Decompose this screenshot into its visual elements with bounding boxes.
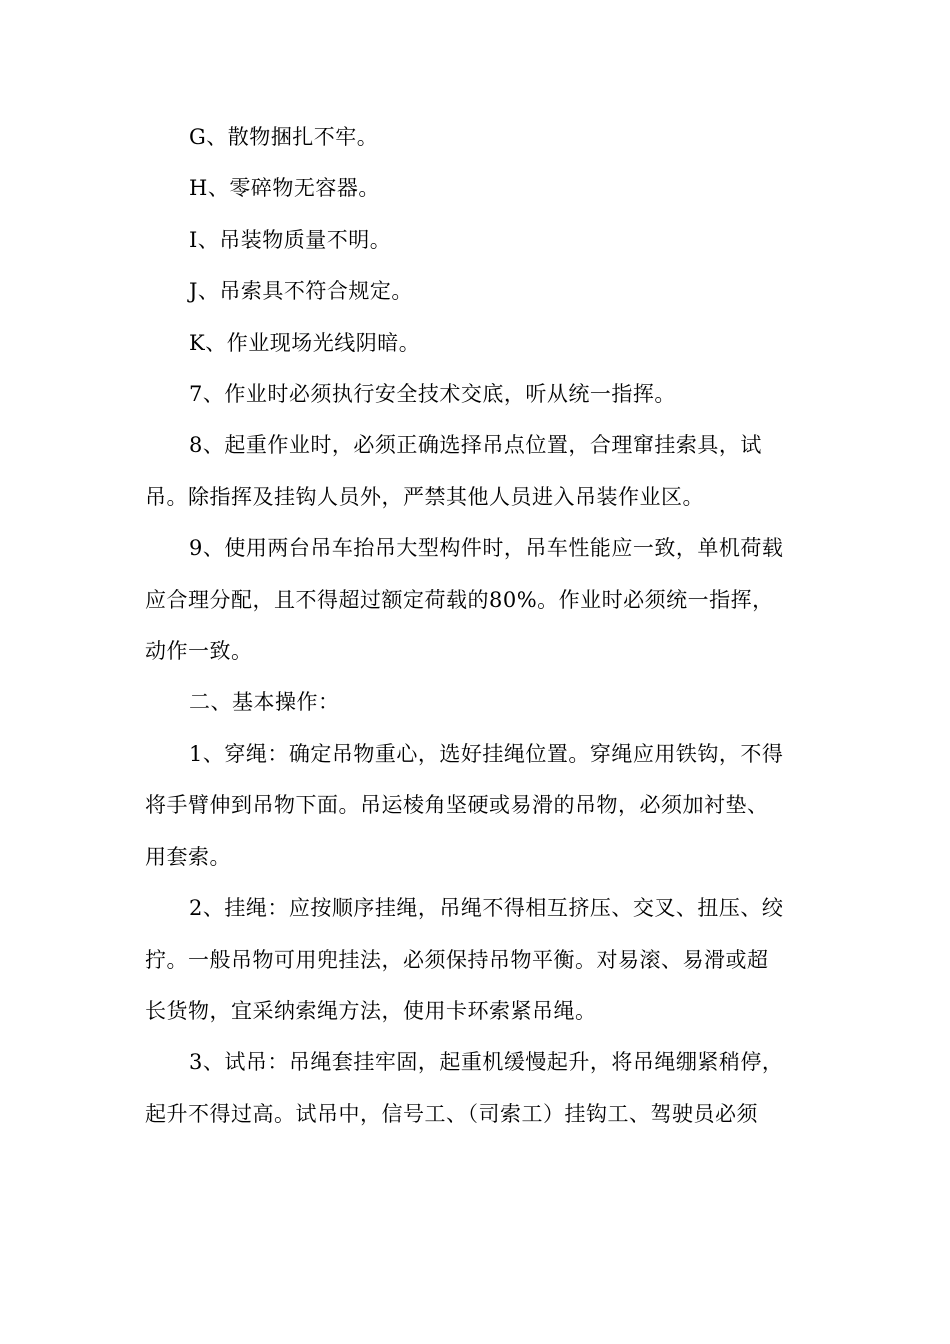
text-line: 吊。除指挥及挂钩人员外，严禁其他人员进入吊装作业区。 <box>145 484 704 509</box>
text-line: G、散物捆扎不牢。 <box>189 125 379 149</box>
text-line: 二、基本操作： <box>189 690 340 715</box>
paragraph-j <box>145 266 805 317</box>
paragraph-h <box>145 163 805 214</box>
text-line: 8、起重作业时，必须正确选择吊点位置，合理窜挂索具，试 <box>189 433 762 458</box>
text-line: 动作一致。 <box>145 639 253 664</box>
text-line: 7、作业时必须执行安全技术交底，听从统一指挥。 <box>189 382 676 407</box>
text-line: K、作业现场光线阴暗。 <box>189 330 421 355</box>
text-line: J、吊索具不符合规定。 <box>189 279 413 304</box>
text-line: 起升不得过高。试吊中，信号工、（司索工）挂钩工、驾驶员必须 <box>145 1101 758 1126</box>
paragraph-i <box>145 215 805 266</box>
text-line: 3、试吊：吊绳套挂牢固，起重机缓慢起升，将吊绳绷紧稍停， <box>189 1050 784 1075</box>
paragraph-9 <box>145 523 805 677</box>
paragraph-8 <box>145 420 805 523</box>
document-body <box>145 112 805 1140</box>
text-line: H、零碎物无容器。 <box>189 176 380 201</box>
text-line: 9、使用两台吊车抬吊大型构件时，吊车性能应一致，单机荷载 <box>189 536 784 561</box>
text-line: 长货物，宜采纳索绳方法，使用卡环索紧吊绳。 <box>145 998 597 1023</box>
text-line: 应合理分配，且不得超过额定荷载的80%。作业时必须统一指挥， <box>145 587 774 612</box>
paragraph-1-threading <box>145 729 805 883</box>
text-line: 2、挂绳：应按顺序挂绳，吊绳不得相互挤压、交叉、扭压、绞 <box>189 896 784 921</box>
paragraph-3-trial-lift <box>145 1037 805 1140</box>
text-line: 1、穿绳：确定吊物重心，选好挂绳位置。穿绳应用铁钩，不得 <box>189 741 784 766</box>
text-line: 拧。一般吊物可用兜挂法，必须保持吊物平衡。对易滚、易滑或超 <box>145 947 769 972</box>
paragraph-k <box>145 318 805 369</box>
section-heading-basic-operations <box>145 677 805 728</box>
paragraph-g <box>145 112 805 163</box>
text-line: I、吊装物质量不明。 <box>189 227 392 252</box>
text-line: 将手臂伸到吊物下面。吊运棱角坚硬或易滑的吊物，必须加衬垫、 <box>145 793 769 818</box>
paragraph-2-hanging <box>145 883 805 1037</box>
paragraph-7 <box>145 369 805 420</box>
text-line: 用套索。 <box>145 844 231 869</box>
